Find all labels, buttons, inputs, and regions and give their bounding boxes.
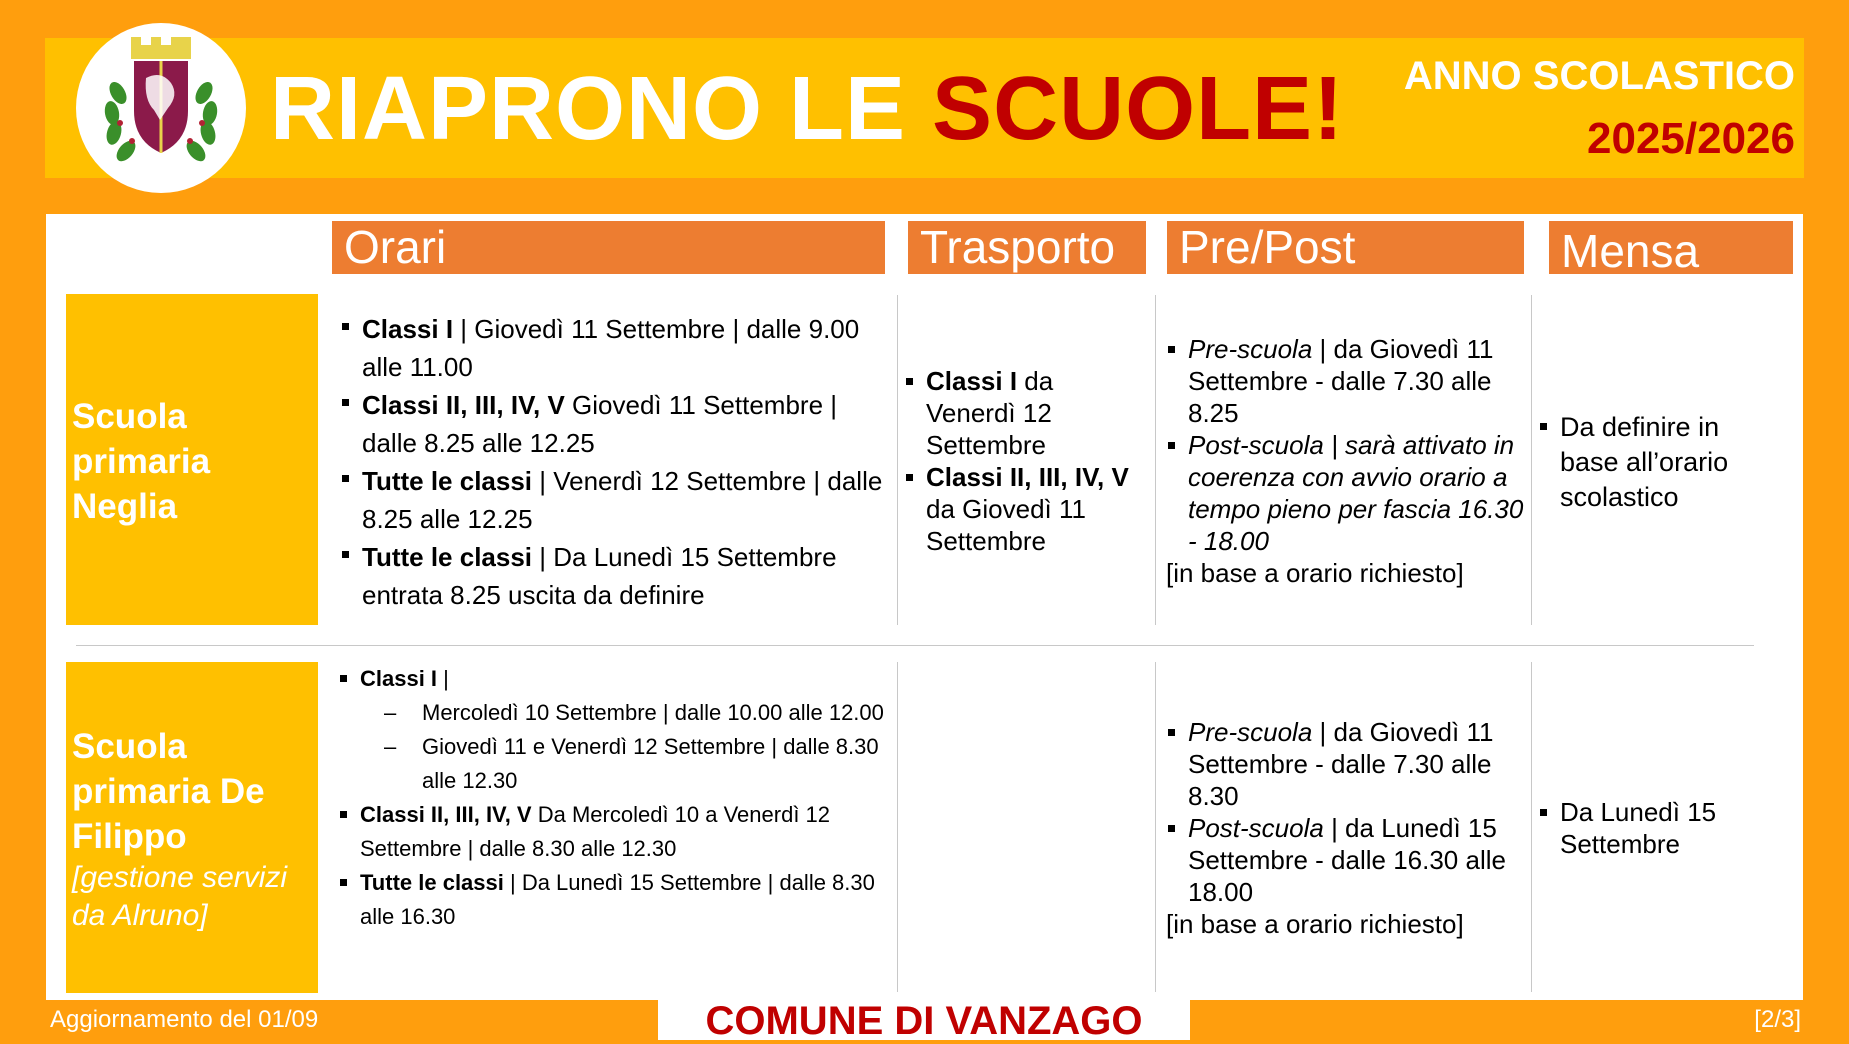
- list-item: Pre-scuola | da Giovedì 11 Settembre - dalle 7.30 alle 8.30: [1166, 716, 1526, 812]
- list-item: Post-scuola | da Lunedì 15 Settembre - dalle 16.30 alle 18.00: [1166, 812, 1526, 908]
- list-item: Classi II, III, IV, V Giovedì 11 Settembre | dalle 8.25 alle 12.25: [340, 386, 885, 462]
- column-header-orari: Orari: [332, 221, 885, 274]
- orari-cell-neglia: [340, 310, 885, 614]
- list-item: Post-scuola | sarà attivato in coerenza con avvio orario a tempo pieno per fascia 16.30 - 18.00: [1166, 429, 1526, 557]
- prepost-note: [in base a orario richiesto]: [1166, 909, 1464, 939]
- column-header-mensa: Mensa: [1549, 221, 1793, 274]
- column-divider: [1155, 295, 1156, 625]
- list-sub-item: – Giovedì 11 e Venerdì 12 Settembre | dalle 8.30 alle 12.30: [338, 730, 888, 798]
- school-label-neglia: Scuola primaria Neglia: [66, 294, 318, 625]
- list-item: Classi I da Venerdì 12 Settembre: [904, 365, 1144, 461]
- column-divider: [1155, 662, 1156, 992]
- update-date: Aggiornamento del 01/09: [50, 1006, 319, 1033]
- column-divider: [1531, 295, 1532, 625]
- prepost-note: [in base a orario richiesto]: [1166, 558, 1464, 588]
- column-header-prepost: Pre/Post: [1167, 221, 1524, 274]
- list-item: Classi I | Giovedì 11 Settembre | dalle 9.00 alle 11.00: [340, 310, 885, 386]
- list-item: Tutte le classi | Venerdì 12 Settembre | dalle 8.25 alle 12.25: [340, 462, 885, 538]
- school-year-label: ANNO SCOLASTICO: [1403, 54, 1795, 98]
- list-item: Tutte le classi | Da Lunedì 15 Settembre | dalle 8.30 alle 16.30: [338, 866, 888, 934]
- list-item: Classi I |: [338, 662, 888, 696]
- page-indicator: [2/3]: [1754, 1006, 1801, 1033]
- trasporto-cell-neglia: [904, 365, 1144, 557]
- school-year-value: 2025/2026: [1587, 114, 1795, 163]
- comune-name: COMUNE DI VANZAGO: [658, 998, 1190, 1040]
- prepost-cell-de-filippo: [1166, 716, 1526, 940]
- list-item: Pre-scuola | da Giovedì 11 Settembre - dalle 7.30 alle 8.25: [1166, 333, 1526, 429]
- school-label-de-filippo: Scuola primaria De Filippo [gestione servizi da Alruno]: [66, 662, 318, 993]
- list-item: Classi II, III, IV, V da Giovedì 11 Settembre: [904, 461, 1144, 557]
- list-item: Da Lunedì 15 Settembre: [1538, 796, 1763, 860]
- coat-of-arms-icon: [76, 23, 246, 193]
- prepost-cell-neglia: [1166, 333, 1526, 589]
- list-item: Da definire in base all’orario scolastico: [1538, 410, 1763, 515]
- column-divider: [897, 662, 898, 992]
- mensa-cell-neglia: [1538, 410, 1763, 515]
- list-item: Classi II, III, IV, V Da Mercoledì 10 a Venerdì 12 Settembre | dalle 8.30 alle 12.30: [338, 798, 888, 866]
- list-item: Tutte le classi | Da Lunedì 15 Settembre entrata 8.25 uscita da definire: [340, 538, 885, 614]
- column-divider: [1531, 662, 1532, 992]
- orari-cell-de-filippo: [338, 662, 888, 934]
- page-title: RIAPRONO LE SCUOLE!: [270, 59, 1345, 159]
- row-divider: [76, 645, 1754, 646]
- list-sub-item: – Mercoledì 10 Settembre | dalle 10.00 alle 12.00: [338, 696, 888, 730]
- column-divider: [897, 295, 898, 625]
- column-header-trasporto: Trasporto: [908, 221, 1146, 274]
- mensa-cell-de-filippo: [1538, 796, 1763, 860]
